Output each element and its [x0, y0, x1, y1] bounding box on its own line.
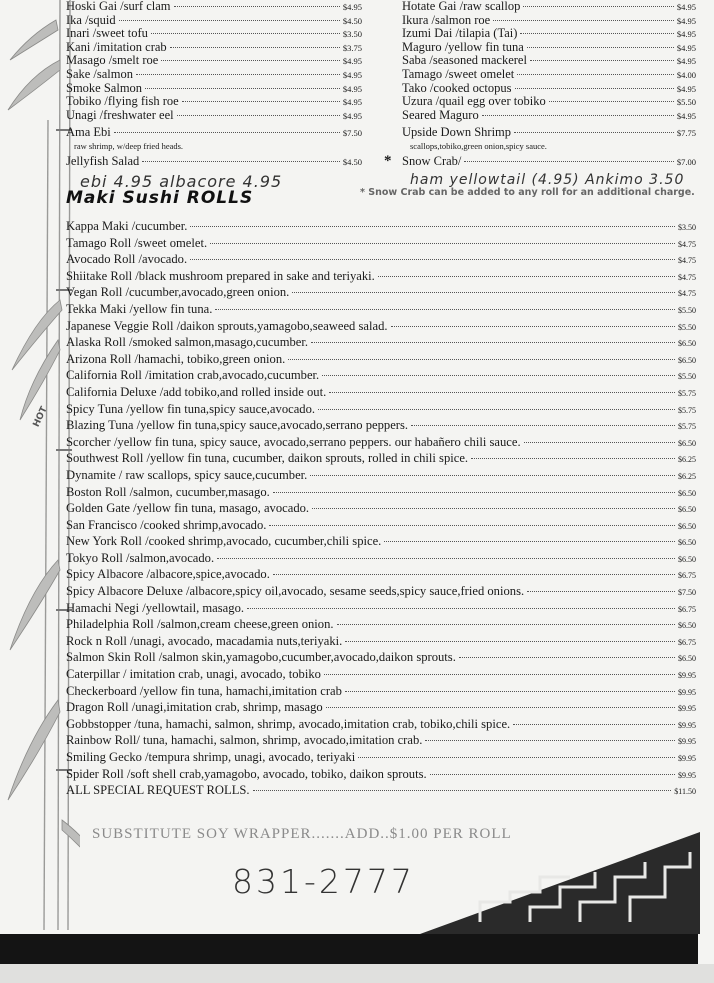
roll-item — [66, 351, 696, 368]
roll-name: San Francisco /cooked shrimp,avocado. — [66, 517, 267, 532]
maki-roll-list — [66, 218, 696, 799]
roll-name: Avocado Roll /avocado. — [66, 252, 188, 267]
menu-item: Maguro /yellow fin tuna $4.95 — [402, 39, 696, 54]
roll-price: $9.95 — [678, 770, 696, 780]
item-note: scallops,tobiko,green onion,spicy sauce. — [410, 140, 547, 151]
roll-name: Spicy Albacore Deluxe /albacore,spicy oil,avocado, sesame seeds,spicy sauce,fried onions. — [66, 584, 525, 599]
lattice-decoration — [420, 832, 700, 934]
roll-name: Vegan Roll /cucumber,avocado,green onion. — [66, 285, 290, 300]
roll-name: California Deluxe /add tobiko,and rolled inside out. — [66, 384, 327, 399]
roll-item — [66, 334, 696, 351]
menu-item: Seared Maguro $4.95 — [402, 107, 696, 122]
roll-item — [66, 484, 696, 501]
roll-name: Hamachi Negi /yellowtail, masago. — [66, 600, 245, 615]
roll-name: Checkerboard /yellow fin tuna, hamachi,imitation crab — [66, 683, 342, 698]
menu-item: Izumi Dai /tilapia (Tai) $4.95 — [402, 26, 696, 41]
roll-name: Gobbstopper /tuna, hamachi, salmon, shrimp, avocado,imitation crab, tobiko,chili spice. — [66, 716, 511, 731]
roll-item — [66, 284, 696, 301]
menu-item: Ama Ebi $7.50 — [66, 125, 362, 140]
roll-item — [66, 649, 696, 666]
roll-price: $4.75 — [678, 256, 696, 266]
roll-price: $11.50 — [674, 787, 696, 797]
roll-name: Kappa Maki /cucumber. — [66, 219, 188, 233]
menu-item: Ikura /salmon roe $4.95 — [402, 12, 696, 27]
roll-name: Tamago Roll /sweet omelet. — [66, 235, 208, 250]
roll-name: Arizona Roll /hamachi, tobiko,green onion. — [66, 351, 286, 366]
roll-price: $6.50 — [678, 488, 696, 498]
roll-price: $6.50 — [678, 339, 696, 349]
roll-item — [66, 616, 696, 633]
roll-name: Dragon Roll /unagi,imitation crab, shrimp, masago — [66, 700, 323, 715]
roll-name: ALL SPECIAL REQUEST ROLLS. — [66, 783, 250, 798]
roll-item — [66, 417, 696, 434]
roll-price: $5.75 — [678, 405, 696, 415]
roll-price: $5.50 — [678, 305, 696, 315]
substitute-note: SUBSTITUTE SOY WRAPPER.......ADD..$1.00 PER ROLL — [92, 826, 512, 842]
roll-item — [66, 218, 696, 235]
footer-strip — [0, 964, 714, 983]
roll-name: Blazing Tuna /yellow fin tuna,spicy sauce,avocado,serrano peppers. — [66, 418, 409, 433]
roll-name: Tekka Maki /yellow fin tuna. — [66, 301, 213, 316]
menu-item: Kani /imitation crab $3.75 — [66, 39, 362, 54]
roll-name: Spicy Tuna /yellow fin tuna,spicy sauce,avocado. — [66, 401, 316, 416]
roll-price: $6.50 — [678, 554, 696, 564]
roll-price: $6.25 — [678, 455, 696, 465]
roll-item — [66, 301, 696, 318]
roll-price: $5.75 — [678, 388, 696, 398]
roll-item — [66, 683, 696, 700]
roll-item — [66, 533, 696, 550]
roll-price: $7.50 — [678, 588, 696, 598]
roll-name: Salmon Skin Roll /salmon skin,yamagobo,cucumber,avocado,daikon sprouts. — [66, 650, 456, 665]
roll-item — [66, 367, 696, 384]
roll-item — [66, 766, 696, 783]
roll-item — [66, 749, 696, 766]
roll-price: $5.50 — [678, 372, 696, 382]
roll-item — [66, 633, 696, 650]
menu-item: * Snow Crab/ $7.00 — [384, 152, 696, 169]
roll-item — [66, 318, 696, 335]
roll-price: $4.75 — [678, 272, 696, 282]
roll-price: $6.50 — [678, 438, 696, 448]
menu-item: Hotate Gai /raw scallop $4.95 — [402, 0, 696, 13]
roll-item — [66, 384, 696, 401]
hot-label: HOT — [31, 405, 50, 429]
roll-price: $9.95 — [678, 737, 696, 747]
roll-name: Japanese Veggie Roll /daikon sprouts,yamagobo,seaweed salad. — [66, 318, 388, 333]
roll-price: $3.50 — [678, 223, 696, 232]
asterisk-icon: * — [384, 152, 392, 169]
roll-price: $9.95 — [678, 704, 696, 714]
roll-name: Boston Roll /salmon, cucumber,masago. — [66, 484, 270, 499]
roll-name: Caterpillar / imitation crab, unagi, avocado, tobiko — [66, 667, 321, 682]
maki-heading: Maki Sushi ROLLS — [66, 188, 254, 208]
roll-price: $4.75 — [678, 239, 696, 249]
roll-price: $6.75 — [678, 604, 696, 614]
roll-name: Rock n Roll /unagi, avocado, macadamia nuts,teriyaki. — [66, 633, 343, 648]
roll-price: $6.50 — [678, 538, 696, 548]
nigiri-left-column — [66, 0, 362, 169]
menu-item: Jellyfish Salad $4.50 — [66, 153, 362, 168]
menu-item: Saba /seasoned mackerel $4.95 — [402, 53, 696, 68]
menu-item: Smoke Salmon $4.95 — [66, 80, 362, 95]
menu-item: Unagi /freshwater eel $4.95 — [66, 107, 362, 122]
nigiri-right-column — [384, 0, 696, 169]
roll-name: Tokyo Roll /salmon,avocado. — [66, 550, 215, 565]
roll-item — [66, 467, 696, 484]
roll-name: Scorcher /yellow fin tuna, spicy sauce, avocado,serrano peppers. our habañero chili sauce. — [66, 434, 521, 449]
roll-item — [66, 401, 696, 418]
roll-price: $6.50 — [678, 654, 696, 664]
roll-price: $9.95 — [678, 687, 696, 697]
roll-item — [66, 251, 696, 268]
menu-item: Uzura /quail egg over tobiko $5.50 — [402, 94, 696, 109]
roll-price: $9.95 — [678, 671, 696, 681]
phone-number: 831-2777 — [232, 862, 415, 901]
roll-item — [66, 268, 696, 285]
menu-item: Masago /smelt roe $4.95 — [66, 53, 362, 68]
roll-item — [66, 782, 696, 799]
roll-item — [66, 500, 696, 517]
roll-item — [66, 666, 696, 683]
roll-price: $5.50 — [678, 322, 696, 332]
roll-name: New York Roll /cooked shrimp,avocado, cucumber,chili spice. — [66, 534, 382, 549]
roll-item — [66, 600, 696, 617]
menu-item: Hoski Gai /surf clam $4.95 — [66, 0, 362, 13]
roll-price: $9.95 — [678, 754, 696, 763]
footer-bar — [0, 934, 698, 964]
roll-name: Shiitake Roll /black mushroom prepared in sake and teriyaki. — [66, 268, 375, 283]
roll-price: $6.50 — [678, 521, 696, 531]
roll-item — [66, 517, 696, 534]
item-note: raw shrimp, w/deep fried heads. — [74, 140, 184, 151]
roll-name: Smiling Gecko /tempura shrimp, unagi, avocado, teriyaki — [66, 750, 356, 764]
roll-item — [66, 450, 696, 467]
roll-item — [66, 434, 696, 451]
roll-item — [66, 550, 696, 567]
roll-name: California Roll /imitation crab,avocado,cucumber. — [66, 368, 320, 383]
roll-name: Alaska Roll /smoked salmon,masago,cucumber. — [66, 335, 309, 350]
roll-price: $4.75 — [678, 289, 696, 299]
roll-price: $6.25 — [678, 471, 696, 481]
roll-price: $6.75 — [678, 637, 696, 647]
menu-item: Tako /cooked octopus $4.95 — [402, 80, 696, 95]
menu-item: Ika /squid $4.50 — [66, 12, 362, 27]
roll-name: Southwest Roll /yellow fin tuna, cucumber, daikon sprouts, rolled in chili spice. — [66, 451, 469, 466]
roll-name: Golden Gate /yellow fin tuna, masago, avocado. — [66, 501, 310, 516]
roll-name: Philadelphia Roll /salmon,cream cheese,green onion. — [66, 617, 334, 632]
roll-item — [66, 583, 696, 600]
roll-price: $6.75 — [678, 571, 696, 581]
roll-name: Dynamite / raw scallops, spicy sauce,cucumber. — [66, 467, 308, 482]
handwritten-note: ham yellowtail (4.95) Ankimo 3.50 — [410, 172, 685, 188]
roll-price: $6.50 — [678, 505, 696, 515]
menu-item: Tamago /sweet omelet $4.00 — [402, 66, 696, 81]
roll-item — [66, 716, 696, 733]
roll-item — [66, 235, 696, 252]
roll-item — [66, 566, 696, 583]
roll-item — [66, 732, 696, 749]
menu-item: Inari /sweet tofu $3.50 — [66, 26, 362, 41]
roll-price: $9.95 — [678, 720, 696, 730]
menu-item: Upside Down Shrimp $7.75 — [402, 125, 696, 140]
handwritten-note: ebi 4.95 albacore 4.95 — [80, 172, 283, 191]
roll-price: $6.50 — [678, 355, 696, 365]
roll-name: Spicy Albacore /albacore,spice,avocado. — [66, 567, 270, 582]
roll-name: Rainbow Roll/ tuna, hamachi, salmon, shrimp, avocado,imitation crab. — [66, 733, 423, 748]
menu-item: Sake /salmon $4.95 — [66, 66, 362, 81]
snow-crab-note: * Snow Crab can be added to any roll for an additional charge. — [360, 187, 695, 198]
menu-item: Tobiko /flying fish roe $4.95 — [66, 94, 362, 109]
roll-name: Spider Roll /soft shell crab,yamagobo, avocado, tobiko, daikon sprouts. — [66, 766, 427, 781]
roll-price: $5.75 — [678, 422, 696, 432]
roll-item — [66, 699, 696, 716]
roll-price: $6.50 — [678, 621, 696, 631]
